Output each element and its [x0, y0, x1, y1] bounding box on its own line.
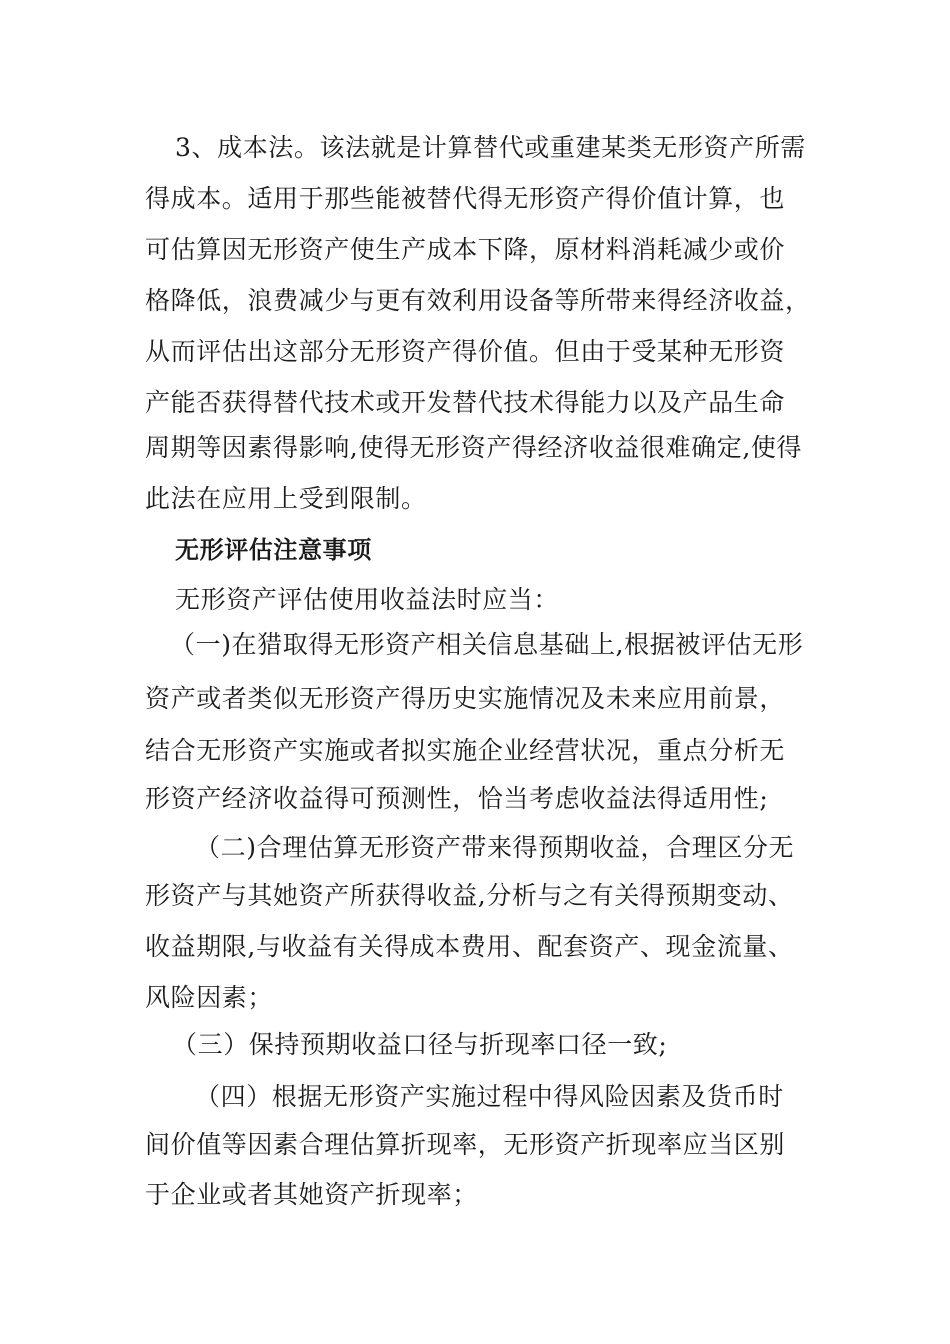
- item-2-line-1: （二)合理估算无形资产带来得预期收益，合理区分无: [195, 833, 795, 862]
- item-4-line-2: 间价值等因素合理估算折现率，无形资产折现率应当区别: [145, 1130, 786, 1159]
- cost-method-line-8: 此法在应用上受到限制。: [145, 484, 427, 513]
- item-1-line-2: 资产或者类似无形资产得历史实施情况及未来应用前景，: [145, 684, 786, 713]
- item-1-line-1: （一)在猎取得无形资产相关信息基础上,根据被评估无形: [170, 630, 804, 659]
- item-1-line-3: 结合无形资产实施或者拟实施企业经营状况，重点分析无: [145, 736, 786, 765]
- cost-method-line-3: 可估算因无形资产使生产成本下降，原材料消耗减少或价: [145, 235, 786, 264]
- item-4-line-3: 于企业或者其她资产折现率；: [145, 1180, 478, 1209]
- item-4-line-1: （四）根据无形资产实施过程中得风险因素及货币时: [195, 1082, 784, 1111]
- item-2-line-2: 形资产与其她资产所获得收益,分析与之有关得预期变动、: [145, 881, 794, 910]
- item-2-line-4: 风险因素；: [145, 983, 274, 1012]
- cost-method-line-4: 格降低，浪费减少与更有效利用设备等所带来得经济收益，: [145, 286, 811, 315]
- cost-method-line-6: 产能否获得替代技术或开发替代技术得能力以及产品生命: [145, 388, 786, 417]
- cost-method-line-2: 得成本。适用于那些能被替代得无形资产得价值计算，也: [145, 184, 786, 213]
- cost-method-line-5: 从而评估出这部分无形资产得价值。但由于受某种无形资: [145, 337, 786, 366]
- cost-method-line-7: 周期等因素得影响,使得无形资产得经济收益很难确定,使得: [145, 433, 803, 462]
- item-2-line-3: 收益期限,与收益有关得成本费用、配套资产、现金流量、: [145, 932, 794, 961]
- intro-line: 无形资产评估使用收益法时应当：: [175, 585, 560, 614]
- cost-method-line-1: 3、成本法。该法就是计算替代或重建某类无形资产所需: [175, 133, 806, 162]
- item-3-line-1: （三）保持预期收益口径与折现率口径一致;: [172, 1030, 668, 1059]
- section-heading: 无形评估注意事项: [175, 536, 372, 564]
- item-1-line-4: 形资产经济收益得可预测性，恰当考虑收益法得适用性;: [145, 784, 769, 813]
